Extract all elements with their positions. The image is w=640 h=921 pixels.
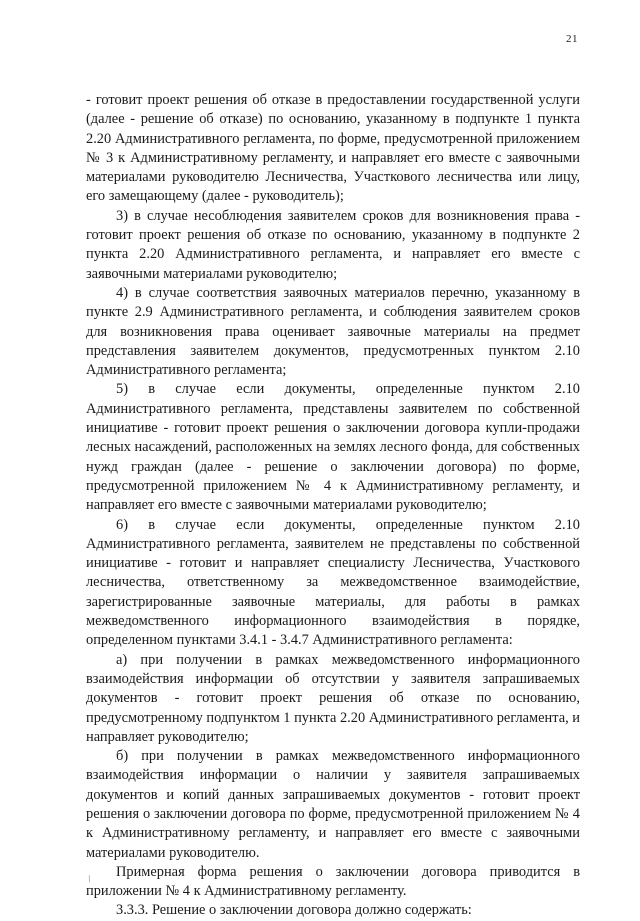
paragraph-5: 6) в случае если документы, определенные пунктом 2.10 Административного регламента, заявителем не представлены по собственной инициативе - готовит и направляет специалисту Лесничества, Участкового лесничества, ответственному за межведомственное взаимодействие, зарегистрированные заявочные материалы, для работы в рамках межведомственного информационного взаимодействия в порядке, определенном пунктами 3.4.1 - 3.4.7 Административного регламента:: [86, 516, 580, 649]
paragraph-8: Примерная форма решения о заключении договора приводится в приложении № 4 к Административному регламенту.: [86, 863, 580, 900]
paragraph-4: 5) в случае если документы, определенные пунктом 2.10 Административного регламента, представлены заявителем по собственной инициативе - готовит проект решения о заключении договора купли-продажи лесных насаждений, расположенных на землях лесного фонда, для собственных нужд граждан (далее - решение о заключении договора) по форме, предусмотренной приложением № 4 к Административному регламенту, и направляет его вместе с заявочными материалами руководителю;: [86, 381, 580, 514]
paragraph-7: б) при получении в рамках межведомственного информационного взаимодействия информации о наличии у заявителя запрашиваемых документов и копий данных запрашиваемых документов - готовит проект решения о заключении договора по форме, предусмотренной приложением № 4 к Административному регламенту, и направляет его вместе с заявочными материалами руководителю.: [86, 748, 580, 861]
paragraph-2: 3) в случае несоблюдения заявителем сроков для возникновения права - готовит проект решения об отказе по основанию, указанному в подпункте 2 пункта 2.20 Административного регламента, и направляет его вместе с заявочными материалами руководителю;: [86, 207, 580, 282]
page-number: 21: [566, 33, 578, 45]
paragraph-3: 4) в случае соответствия заявочных материалов перечню, указанному в пункте 2.9 Административного регламента, и соблюдения заявителем сроков для возникновения права оценивает заявочные материалы на предмет представления заявителем документов, предусмотренных пунктом 2.10 Административного регламента;: [86, 284, 580, 379]
scan-artifact-mark: /: [86, 873, 93, 886]
paragraph-6: а) при получении в рамках межведомственного информационного взаимодействия информации об отсутствии у заявителя запрашиваемых документов - готовит проект решения об отказе по основанию, предусмотренному подпунктом 1 пункта 2.20 Административного регламента, и направляет руководителю;: [86, 651, 581, 745]
paragraph-9: 3.3.3. Решение о заключении договора должно содержать:: [116, 902, 472, 919]
paragraph-1: - готовит проект решения об отказе в предоставлении государственной услуги (далее - решение об отказе) по основанию, указанному в подпункте 1 пункта 2.20 Административного регламента, по форме, предусмотренной приложением № 3 к Административному регламенту, и направляет его вместе с заявочными материалами руководителю Лесничества, Участкового лесничества или лицу, его замещающему (далее - руководитель);: [86, 92, 580, 205]
body-text: [86, 91, 580, 921]
